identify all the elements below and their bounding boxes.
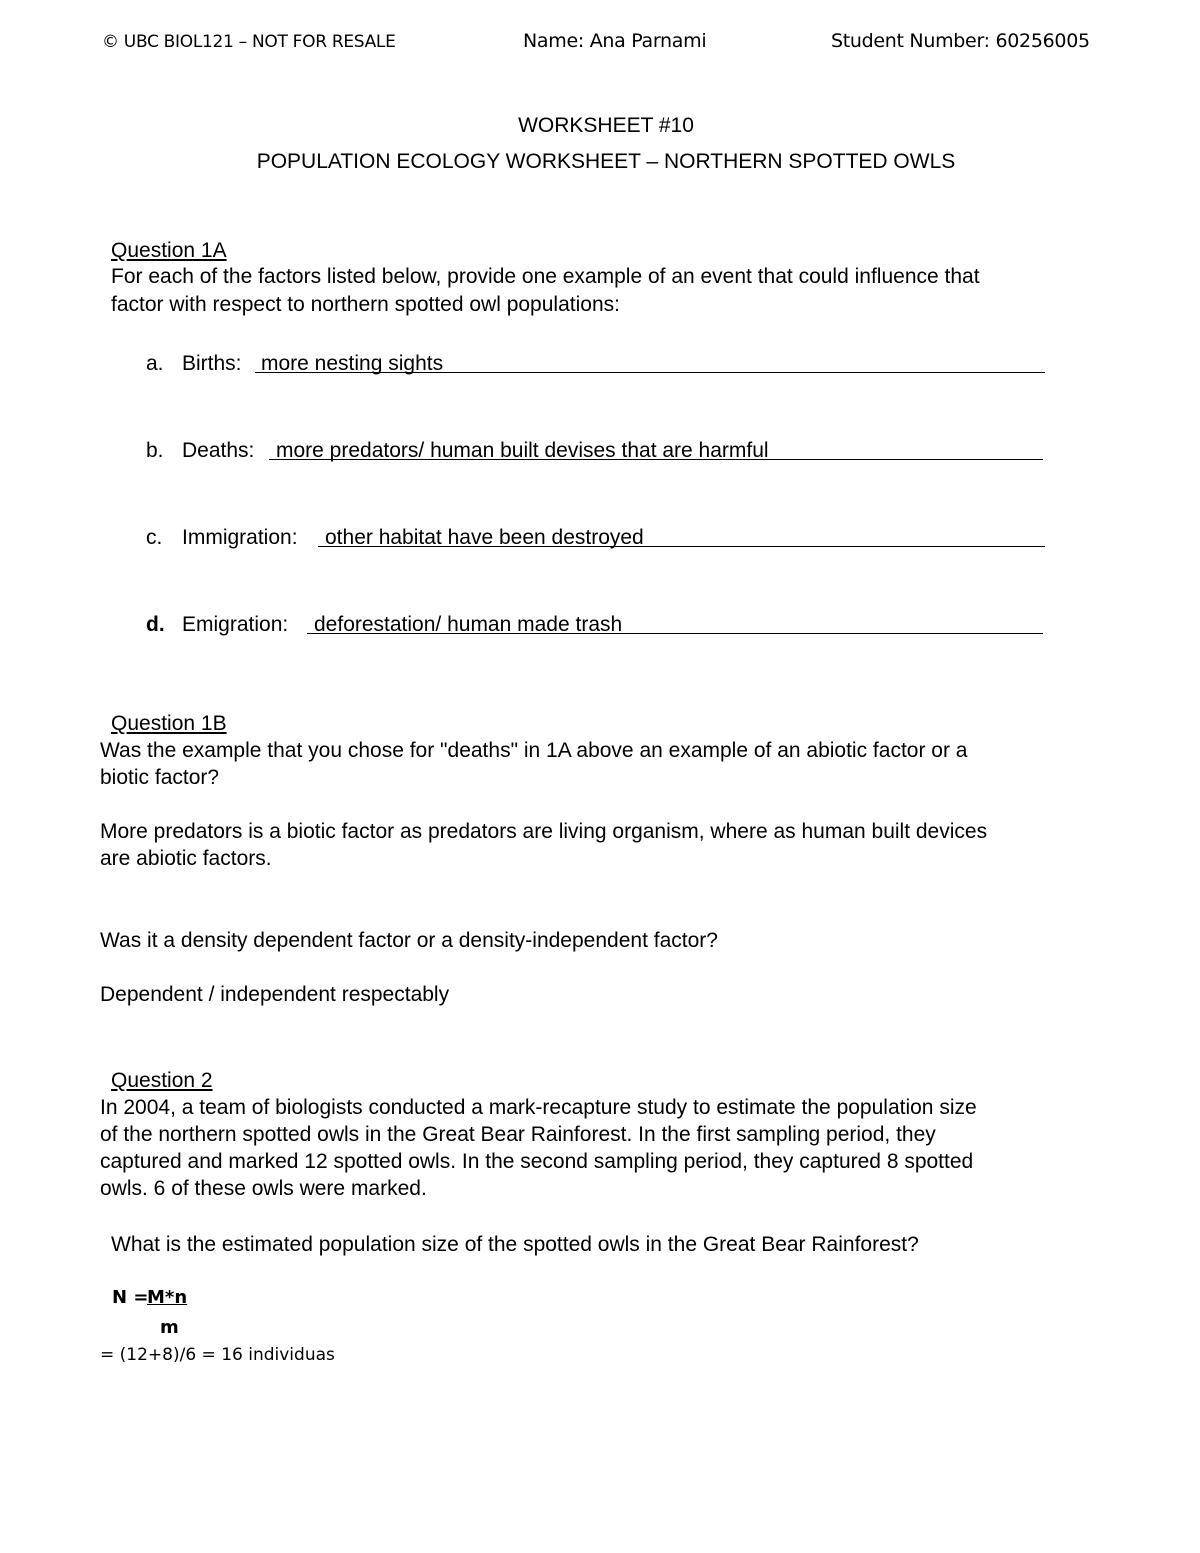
item-b-marker: b. <box>146 439 164 462</box>
q1a-prompt-line1: For each of the factors listed below, provide one example of an event that could influence that <box>111 265 980 288</box>
q1a-heading: Question 1A <box>111 239 227 262</box>
formula-lhs: N = <box>112 1287 149 1308</box>
q1b-answer-line1: More predators is a biotic factor as predators are living organism, where as human built devices <box>100 820 988 843</box>
q1b-heading: Question 1B <box>111 712 227 735</box>
q1b-answer-line2: are abiotic factors. <box>100 847 272 870</box>
q2-text-line2: of the northern spotted owls in the Great Bear Rainforest. In the first sampling period, they <box>100 1123 936 1146</box>
q2-heading: Question 2 <box>111 1069 213 1092</box>
formula-denominator: m <box>160 1317 179 1338</box>
q2-text-line3: captured and marked 12 spotted owls. In the second sampling period, they captured 8 spotted <box>100 1150 974 1173</box>
q1b-prompt-line1: Was the example that you chose for "deaths" in 1A above an example of an abiotic factor or a <box>100 739 968 762</box>
copyright-notice: © UBC BIOL121 – NOT FOR RESALE <box>102 32 396 52</box>
q2-text-line4: owls. 6 of these owls were marked. <box>100 1177 427 1200</box>
q1b-answer2: Dependent / independent respectably <box>100 983 450 1006</box>
student-name: Name: Ana Parnami <box>523 30 707 52</box>
item-c-answer: other habitat have been destroyed <box>325 526 644 549</box>
item-a-answer: more nesting sights <box>261 352 444 375</box>
item-d-answer: deforestation/ human made trash <box>314 613 623 636</box>
worksheet-number: WORKSHEET #10 <box>518 114 694 137</box>
item-a-marker: a. <box>146 352 164 375</box>
item-d-marker: d. <box>146 613 165 636</box>
formula-numerator: M*n <box>147 1287 188 1308</box>
item-c-marker: c. <box>146 526 163 549</box>
formula-calculation: = (12+8)/6 = 16 individuas <box>100 1345 335 1365</box>
item-c-label: Immigration: <box>182 526 298 549</box>
q2-text-line1: In 2004, a team of biologists conducted a mark-recapture study to estimate the population size <box>100 1096 977 1119</box>
item-b-answer: more predators/ human built devises that are harmful <box>276 439 769 462</box>
q1b-prompt-line2: biotic factor? <box>100 766 220 789</box>
item-b-label: Deaths: <box>182 439 255 462</box>
student-number: Student Number: 60256005 <box>831 30 1090 52</box>
item-a-label: Births: <box>182 352 242 375</box>
worksheet-title: POPULATION ECOLOGY WORKSHEET – NORTHERN SPOTTED OWLS <box>256 150 956 173</box>
q1b-prompt2: Was it a density dependent factor or a density-independent factor? <box>100 929 718 952</box>
q1a-prompt-line2: factor with respect to northern spotted owl populations: <box>111 293 620 316</box>
q2-question: What is the estimated population size of the spotted owls in the Great Bear Rainforest? <box>111 1233 919 1256</box>
item-d-label: Emigration: <box>182 613 289 636</box>
